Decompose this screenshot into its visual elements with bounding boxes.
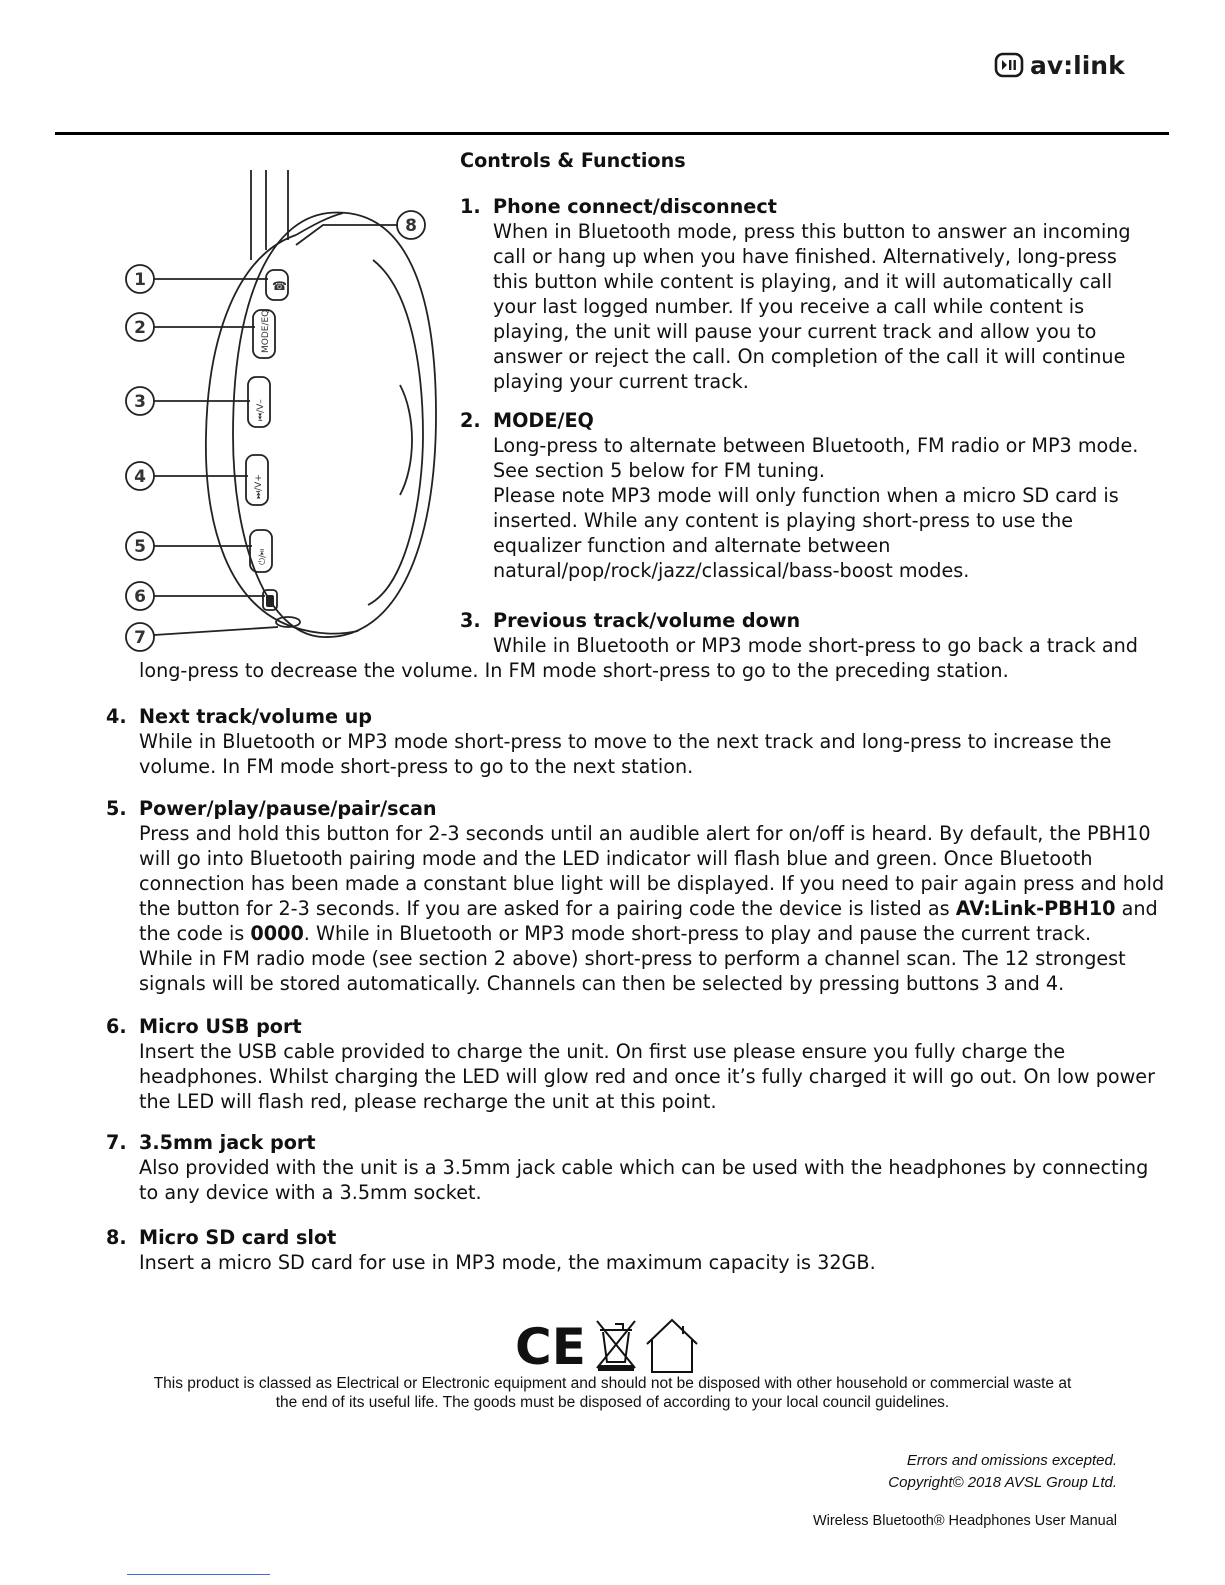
- item-line: the LED will flash red, please recharge the unit at this point.: [139, 1090, 717, 1113]
- line-text: the button for 2-3 seconds. If you are asked for a pairing code the device is listed as: [139, 897, 956, 920]
- item-title: Power/play/pause/pair/scan: [139, 797, 437, 820]
- brand-logo-text: av:link: [1030, 50, 1125, 80]
- item-number: 5.: [106, 797, 127, 820]
- item-previous-track: [139, 608, 1138, 683]
- item-line: Press and hold this button for 2-3 seconds until an audible alert for on/off is heard. By default, the PBH10: [139, 822, 1151, 845]
- weee-bin-icon: [597, 1321, 635, 1370]
- next-volume-up-label: ⏭/V+: [254, 474, 264, 499]
- item-line: volume. In FM mode short-press to go to the next station.: [139, 755, 694, 778]
- callout-4: 4: [134, 467, 146, 487]
- section-heading: Controls & Functions: [460, 149, 686, 172]
- line-text: . While in Bluetooth or MP3 mode short-press to play and pause the current track.: [303, 922, 1092, 945]
- item-line: playing, the unit will pause your current track and allow you to: [493, 320, 1097, 343]
- errors-notice: Errors and omissions excepted.: [906, 1452, 1117, 1469]
- item-number: 2.: [460, 409, 481, 432]
- item-power-play: [106, 796, 1164, 996]
- item-line: your last logged number. If you receive a call while content is: [493, 295, 1085, 318]
- item-title: Phone connect/disconnect: [493, 195, 777, 218]
- item-jack-port: [106, 1130, 1148, 1205]
- play-pause-logo-icon: [994, 50, 1024, 80]
- item-line: See section 5 below for FM tuning.: [493, 459, 826, 482]
- item-title: Previous track/volume down: [493, 609, 801, 632]
- item-title: Next track/volume up: [139, 705, 373, 728]
- item-line: While in Bluetooth or MP3 mode short-press to go back a track and: [493, 634, 1138, 657]
- pairing-code: 0000: [250, 922, 304, 945]
- item-line: [139, 896, 1164, 921]
- item-title: 3.5mm jack port: [139, 1131, 316, 1154]
- callout-5: 5: [134, 537, 146, 557]
- callout-1: 1: [134, 270, 146, 290]
- callout-3: 3: [134, 392, 146, 412]
- micro-usb-port-icon: [266, 595, 274, 607]
- item-sd-card: [106, 1225, 876, 1275]
- item-line: While in FM radio mode (see section 2 above) short-press to perform a channel scan. The 12 strongest: [139, 947, 1126, 970]
- compliance-marks: [515, 1316, 705, 1376]
- item-number: 1.: [460, 195, 481, 218]
- item-line: Please note MP3 mode will only function when a micro SD card is: [493, 484, 1119, 507]
- item-line: will go into Bluetooth pairing mode and the LED indicator will flash blue and green. Once Bluetooth: [139, 847, 1093, 870]
- item-number: 8.: [106, 1226, 127, 1249]
- disposal-notice-line: This product is classed as Electrical or Electronic equipment and should not be disposed with other household or commercial waste at: [153, 1375, 1072, 1392]
- item-line: connection has been made a constant blue light will be displayed. If you need to pair again press and hold: [139, 872, 1165, 895]
- line-text: and: [1115, 897, 1158, 920]
- item-line: inserted. While any content is playing short-press to use the: [493, 509, 1074, 532]
- header-rule: [55, 132, 1169, 135]
- ce-mark-icon: CE: [515, 1318, 586, 1376]
- manual-title: Wireless Bluetooth® Headphones User Manual: [812, 1513, 1117, 1529]
- item-number: 6.: [106, 1015, 127, 1038]
- callout-8: 8: [405, 216, 417, 236]
- prev-volume-down-label: ⏮/V–: [256, 399, 266, 421]
- item-line: [139, 921, 1164, 946]
- item-number: 7.: [106, 1131, 127, 1154]
- item-number: 3.: [460, 609, 481, 632]
- item-line: to any device with a 3.5mm socket.: [139, 1181, 482, 1204]
- phone-icon: ☎: [272, 279, 287, 293]
- item-line: answer or reject the call. On completion of the call it will continue: [493, 345, 1126, 368]
- item-title: MODE/EQ: [493, 409, 594, 432]
- link-underline-fragment: [127, 1574, 270, 1575]
- item-line: Insert a micro SD card for use in MP3 mode, the maximum capacity is 32GB.: [139, 1251, 876, 1274]
- item-title: Micro SD card slot: [139, 1226, 337, 1249]
- item-line: long-press to decrease the volume. In FM mode short-press to go to the preceding station.: [139, 659, 1009, 682]
- household-icon: [647, 1320, 697, 1372]
- item-mode-eq: [460, 408, 1138, 583]
- item-line: headphones. Whilst charging the LED will glow red and once it’s fully charged it will go out. On low power: [139, 1065, 1155, 1088]
- item-line: call or hang up when you have finished. Alternatively, long-press: [493, 245, 1117, 268]
- callout-6: 6: [134, 587, 146, 607]
- item-line: Insert the USB cable provided to charge the unit. On first use please ensure you fully charge the: [139, 1040, 1066, 1063]
- item-micro-usb: [106, 1014, 1155, 1114]
- item-phone-connect: [460, 194, 1131, 394]
- item-next-track: [106, 704, 1111, 779]
- disposal-notice-line: the end of its useful life. The goods must be disposed of according to your local council guidelines.: [275, 1394, 950, 1411]
- item-line: signals will be stored automatically. Channels can then be selected by pressing buttons 3 and 4.: [139, 972, 1065, 995]
- item-line: Long-press to alternate between Bluetooth, FM radio or MP3 mode.: [493, 434, 1139, 457]
- callout-7: 7: [134, 628, 146, 648]
- headphone-controls-diagram: [118, 165, 448, 665]
- item-line: equalizer function and alternate between: [493, 534, 891, 557]
- item-line: While in Bluetooth or MP3 mode short-press to move to the next track and long-press to increase the: [139, 730, 1112, 753]
- callout-2: 2: [134, 318, 146, 338]
- device-name: AV:Link-PBH10: [955, 897, 1116, 920]
- power-play-label: ⏻/⏯: [258, 549, 268, 565]
- line-text: the code is: [139, 922, 251, 945]
- item-line: Also provided with the unit is a 3.5mm jack cable which can be used with the headphones by connecting: [139, 1156, 1149, 1179]
- item-line: playing your current track.: [493, 370, 749, 393]
- brand-logo: [994, 50, 1125, 80]
- item-line: When in Bluetooth mode, press this button to answer an incoming: [493, 220, 1131, 243]
- mode-eq-label: MODE/EQ: [261, 309, 271, 353]
- item-number: 4.: [106, 705, 127, 728]
- item-line: this button while content is playing, and it will automatically call: [493, 270, 1113, 293]
- copyright-notice: Copyright© 2018 AVSL Group Ltd.: [888, 1474, 1117, 1491]
- item-title: Micro USB port: [139, 1015, 302, 1038]
- item-line: natural/pop/rock/jazz/classical/bass-boost modes.: [493, 559, 970, 582]
